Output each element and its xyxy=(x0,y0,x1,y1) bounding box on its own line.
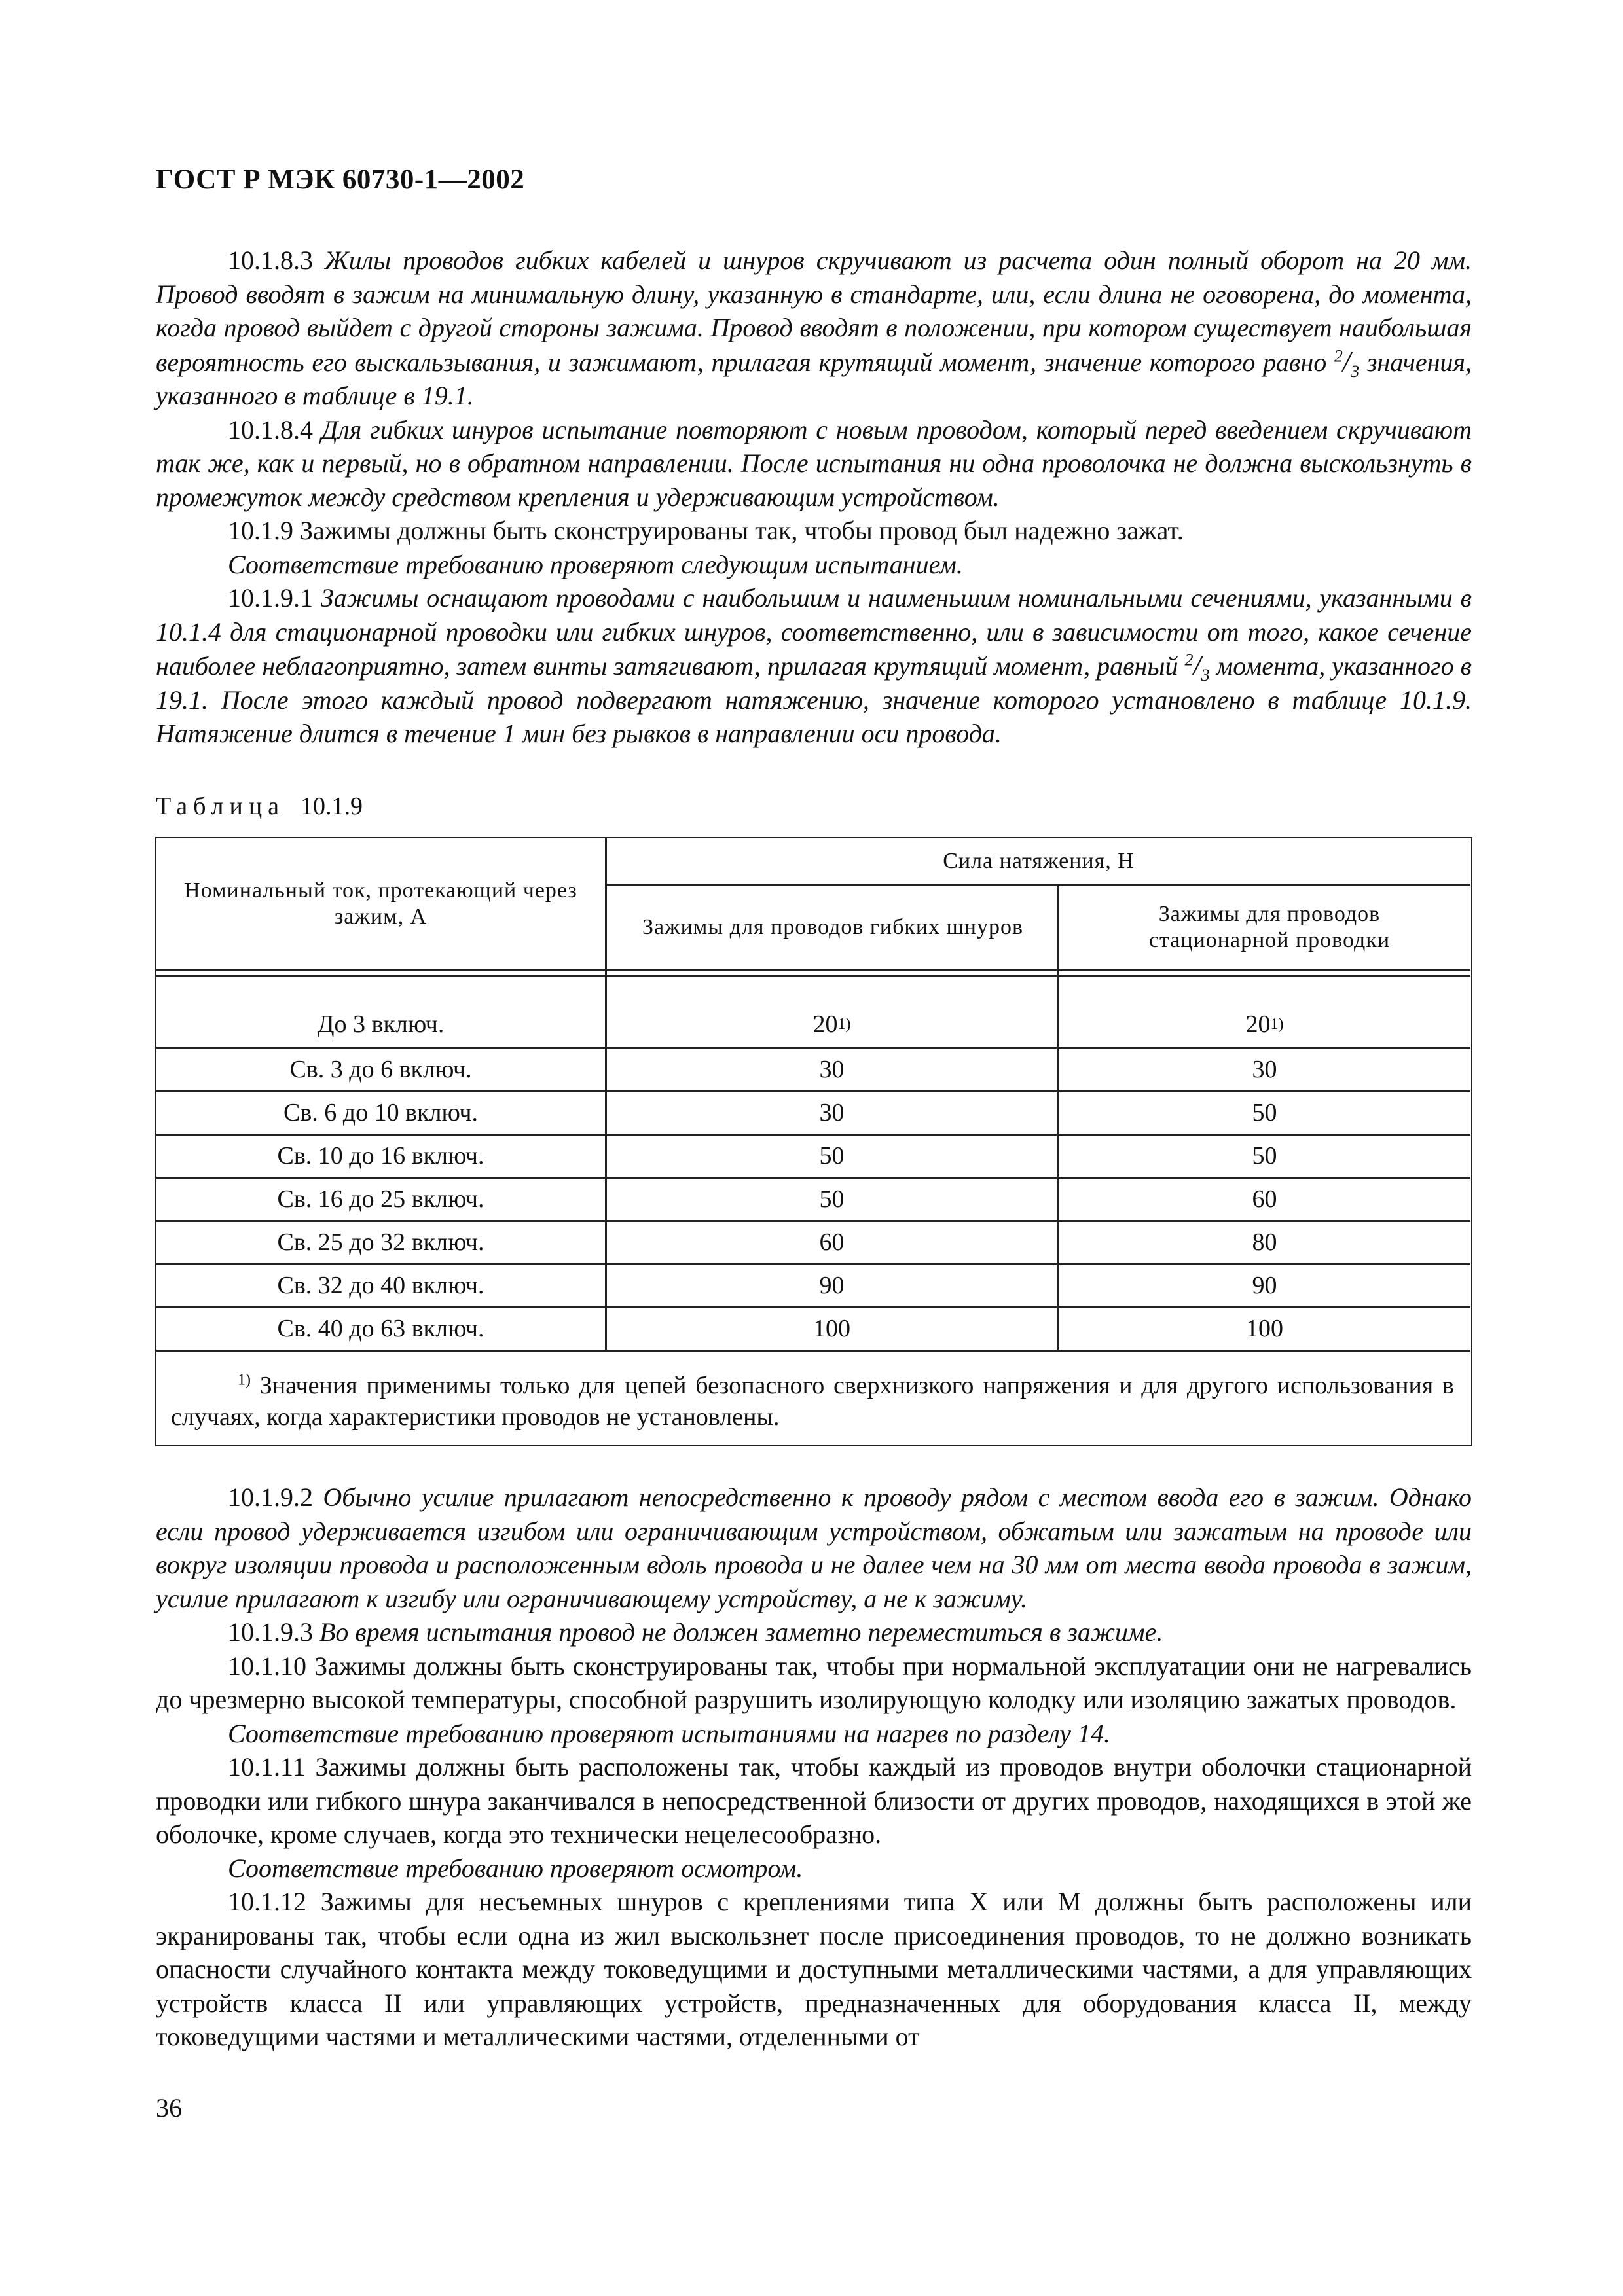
clause-number: 10.1.8.4 xyxy=(228,414,313,444)
page-number: 36 xyxy=(156,2093,182,2123)
table-10-1-9 xyxy=(155,837,1472,1446)
paragraph-10-1-9: 10.1.9 Зажимы должны быть сконструированы так, чтобы провод был надежно зажат. xyxy=(228,516,1184,545)
table-caption xyxy=(156,792,363,821)
cell-fixed: 20 1) xyxy=(1245,1010,1284,1038)
paragraph-10-1-9-2 xyxy=(156,1480,1472,1615)
cell-fixed: 50 xyxy=(1252,1142,1277,1170)
cell-current: Св. 3 до 6 включ. xyxy=(289,1055,472,1083)
header-fixed-wiring: Зажимы для проводов стационарной проводки xyxy=(1148,901,1391,952)
table-footnote xyxy=(171,1370,1454,1433)
cell-fixed: 50 xyxy=(1252,1099,1277,1126)
clause-text-continued: значения, указанного в таблице в 19.1. xyxy=(156,347,1472,410)
cell-current: Св. 16 до 25 включ. xyxy=(277,1185,484,1213)
cell-fixed: 90 xyxy=(1252,1272,1277,1299)
cell-flexible: 60 xyxy=(819,1229,845,1256)
clause-text: Зажимы оснащают проводами с наибольшим и наименьшим номинальными сечениями, указанными в 10.1.4 для стационарной проводки или гибких шнуров, соответственно, или в зависимости от того, какое сечение наиболее неблагоприятно, затем винты затягивают, прилагая крутящий момент, равный xyxy=(156,583,1472,681)
paragraph-10-1-9-3 xyxy=(156,1615,1472,1649)
cell-current: Св. 6 до 10 включ. xyxy=(283,1099,479,1126)
fraction-two-thirds: $^2/_3$ xyxy=(1334,345,1360,381)
clause-number: 10.1.8.3 xyxy=(228,245,313,275)
clause-number: 10.1.9.3 xyxy=(228,1617,313,1647)
clause-text: Во время испытания провод не должен заметно переместиться в зажиме. xyxy=(319,1617,1163,1647)
paragraph-compliance-3: Соответствие требованию проверяют осмотром. xyxy=(228,1853,803,1883)
cell-flexible: 20 1) xyxy=(812,1010,851,1038)
fraction-two-thirds: $^2/_3$ xyxy=(1184,649,1210,685)
paragraph-compliance-1: Соответствие требованию проверяют следующим испытанием. xyxy=(228,549,963,579)
cell-flexible: 100 xyxy=(813,1315,850,1342)
cell-current: Св. 32 до 40 включ. xyxy=(277,1272,484,1299)
paragraph-10-1-8-4 xyxy=(156,413,1472,514)
paragraph-10-1-8-3 xyxy=(156,243,1472,413)
clause-number: 10.1.9.2 xyxy=(228,1482,313,1512)
clause-text: Обычно усилие прилагают непосредственно к проводу рядом с местом ввода его в зажим. Однако если провод удерживается изгибом или ограничивающим устройством, обжатым или зажатым на проводе или вокруг изоляции провода и расположенным вдоль провода и не далее чем на 30 мм от места ввода провода в зажим, усилие прилагают к изгибу или ограничивающему устройству, а не к зажиму. xyxy=(156,1482,1472,1613)
cell-flexible: 50 xyxy=(819,1185,845,1213)
clause-text: Жилы проводов гибких кабелей и шнуров скручивают из расчета один полный оборот на 20 мм. Провод вводят в зажим на минимальную длину, указанную в стандарте, или, если длина не оговорена, до момента, когда провод выйдет с другой стороны зажима. Провод вводят в положении, при котором существует наибольшая вероятность его выскальзывания, и зажимают, прилагая крутящий момент, значение которого равно xyxy=(156,245,1472,377)
cell-fixed: 60 xyxy=(1252,1185,1277,1213)
paragraph-10-1-10: 10.1.10 Зажимы должны быть сконструированы так, чтобы при нормальной эксплуатации они не нагревались до чрезмерно высокой температуры, способной разрушить изолирующую колодку или изоляцию зажатых проводов. xyxy=(156,1651,1472,1714)
cell-current: Св. 25 до 32 включ. xyxy=(277,1229,484,1256)
clause-text: Для гибких шнуров испытание повторяют с новым проводом, который перед введением скручивают так же, как и первый, но в обратном направлении. После испытания ни одна проволочка не должна выскользнуть в промежуток между средством крепления и удерживающим устройством. xyxy=(156,414,1472,512)
paragraph-compliance-2: Соответствие требованию проверяют испытаниями на нагрев по разделу 14. xyxy=(228,1718,1111,1748)
cell-flexible: 30 xyxy=(819,1055,845,1083)
paragraph-10-1-11: 10.1.11 Зажимы должны быть расположены так, чтобы каждый из проводов внутри оболочки стационарной проводки или гибкого шнура заканчивался в непосредственной близости от других проводов, находящихся в этой же оболочке, кроме случаев, когда это технически нецелесообразно. xyxy=(156,1752,1472,1849)
body-text-bottom xyxy=(156,1480,1472,2054)
document-header: ГОСТ Р МЭК 60730-1—2002 xyxy=(156,164,525,195)
header-flexible-cords: Зажимы для проводов гибких шнуров xyxy=(642,914,1024,939)
cell-flexible: 30 xyxy=(819,1099,845,1126)
paragraph-10-1-9-1 xyxy=(156,581,1472,751)
cell-fixed: 100 xyxy=(1246,1315,1283,1342)
footnote-text: Значения применимы только для цепей безопасного сверхнизкого напряжения и для другого использования в случаях, когда характеристики проводов не установлены. xyxy=(171,1372,1454,1431)
table-caption-word: Таблица xyxy=(156,793,285,820)
cell-current: Св. 40 до 63 включ. xyxy=(277,1315,484,1342)
header-nominal-current: Номинальный ток, протекающий через зажим, А xyxy=(184,878,577,929)
cell-flexible: 90 xyxy=(819,1272,845,1299)
clause-number: 10.1.9.1 xyxy=(228,583,313,613)
table-caption-number: 10.1.9 xyxy=(301,793,363,820)
footnote-mark: 1) xyxy=(238,1371,251,1389)
clause-text-continued: момента, указанного в 19.1. После этого каждый провод подвергают натяжению, значение которого установлено в таблице 10.1.9. Натяжение длится в течение 1 мин без рывков в направлении оси провода. xyxy=(156,651,1472,748)
cell-current: Св. 10 до 16 включ. xyxy=(277,1142,484,1170)
cell-flexible: 50 xyxy=(819,1142,845,1170)
body-text-top xyxy=(156,243,1472,751)
cell-fixed: 80 xyxy=(1252,1229,1277,1256)
paragraph-10-1-12: 10.1.12 Зажимы для несъемных шнуров с креплениями типа X или M должны быть расположены или экранированы так, чтобы если одна из жил выскользнет после присоединения проводов, то не должно возникать опасности случайного контакта между токоведущими и доступными металлическими частями, а для управляющих устройств класса II или управляющих устройств, предназначенных для оборудования класса II, между токоведущими частями и металлическими частями, отделенными от xyxy=(156,1887,1472,2051)
header-pull-force: Сила натяжения, Н xyxy=(943,848,1135,873)
cell-current: До 3 включ. xyxy=(317,1010,445,1038)
cell-fixed: 30 xyxy=(1252,1055,1277,1083)
